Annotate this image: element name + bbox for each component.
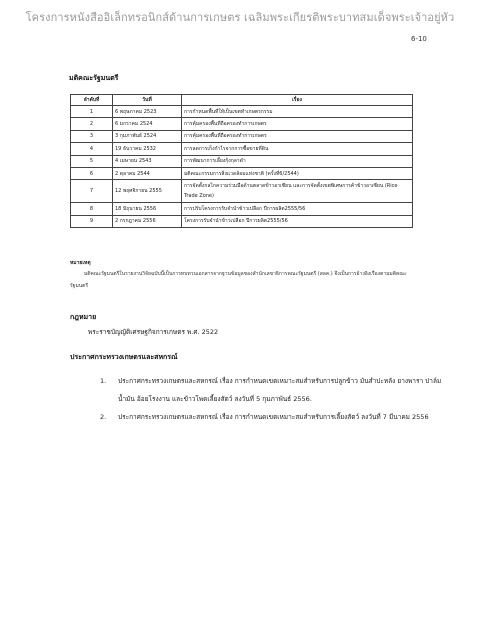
row-date: 6 พฤษภาคม 2523 — [113, 106, 182, 118]
row-date: 3 กุมภาพันธ์ 2524 — [113, 130, 182, 142]
row-date: 18 มิถุนายน 2556 — [113, 203, 182, 215]
row-number: 3 — [71, 130, 113, 142]
row-subject: การกำหนดพื้นที่ให้เป็นเขตทำเกษตรกรรม — [182, 106, 413, 118]
row-subject: มติคณะกรรมการสิ่งแวดล้อมแห่งชาติ (ครั้งที่6/2544) — [182, 167, 413, 179]
list-item-number: 2. — [100, 413, 107, 421]
list-item-text: ประกาศกระทรวงเกษตรและสหกรณ์ เรื่อง การกำหนดเขตเหมาะสมสำหรับการปลูกข้าว มันสำปะหลัง ยางพารา ปาล์มน้ำมัน อ้อยโรงงาน และข้าวโพดเลี้ยงสัตว์ ลงวันที่ 5 กุมภาพันธ์ 2556. — [118, 377, 442, 403]
table-row — [71, 118, 413, 130]
table-row — [71, 203, 413, 215]
document-header-title: โครงการหนังสืออิเล็กทรอนิกส์ด้านการเกษตร เฉลิมพระเกียรติพระบาทสมเด็จพระเจ้าอยู่หัว — [25, 11, 455, 24]
column-header-subject: เรื่อง — [182, 95, 413, 106]
row-subject: การพัฒนาการเลี้ยงกุ้งกุลาดำ — [182, 155, 413, 167]
row-number: 9 — [71, 215, 113, 227]
row-date: 12 พฤศจิกายน 2555 — [113, 180, 182, 203]
table-row — [71, 215, 413, 227]
list-item-number: 1. — [100, 377, 107, 385]
note-title: หมายเหตุ — [70, 260, 91, 266]
table-row — [71, 180, 413, 203]
law-heading: กฎหมาย — [70, 313, 97, 321]
announcements-heading: ประกาศกระทรวงเกษตรและสหกรณ์ — [70, 353, 178, 361]
row-subject: โครงการรับจำนำข้าวเปลือก ปีการผลิต2555/56 — [182, 215, 413, 227]
page-number: 6-10 — [411, 35, 427, 43]
table-row — [71, 167, 413, 179]
table-row — [71, 106, 413, 118]
resolutions-heading: มติคณะรัฐมนตรี — [69, 74, 119, 82]
row-date: 19 ธันวาคม 2532 — [113, 143, 182, 155]
row-number: 6 — [71, 167, 113, 179]
row-number: 1 — [71, 106, 113, 118]
row-subject: การคุ้มครองพื้นที่ถือครองทำการเกษตร — [182, 130, 413, 142]
row-date: 6 มกราคม 2524 — [113, 118, 182, 130]
row-subject: การจัดตั้งกลไกความร่วมมือด้านตลาดข้าวอาเซียน และการจัดตั้งเขตพิเศษการค้าข้าวอาเซียน (Rice Trade Zone) — [182, 180, 413, 203]
row-number: 4 — [71, 143, 113, 155]
resolutions-table — [70, 94, 413, 228]
row-subject: การปรับโครงการรับจำนำข้าวเปลือก ปีการผลิต2555/56 — [182, 203, 413, 215]
row-number: 5 — [71, 155, 113, 167]
row-date: 4 เมษายน 2543 — [113, 155, 182, 167]
column-header-date: วันที่ — [113, 95, 182, 106]
row-number: 8 — [71, 203, 113, 215]
row-subject: การคุ้มครองพื้นที่ถือครองทำการเกษตร — [182, 118, 413, 130]
row-number: 7 — [71, 180, 113, 203]
list-item-text: ประกาศกระทรวงเกษตรและสหกรณ์ เรื่อง การกำหนดเขตเหมาะสมสำหรับการเลี้ยงสัตว์ ลงวันที่ 7 มีนาคม 2556 — [118, 413, 429, 421]
row-subject: การลดการเก็งกำไรจากการซื้อขายที่ดิน — [182, 143, 413, 155]
list-item — [100, 372, 445, 408]
table-header-row — [71, 95, 413, 106]
table-row — [71, 130, 413, 142]
column-header-no: ลำดับที่ — [71, 95, 113, 106]
row-date: 2 ตุลาคม 2544 — [113, 167, 182, 179]
table-row — [71, 155, 413, 167]
announcements-list — [100, 372, 445, 426]
row-number: 2 — [71, 118, 113, 130]
law-item: พระราชบัญญัติเศรษฐกิจการเกษตร พ.ศ. 2522 — [88, 328, 219, 336]
list-item — [100, 408, 445, 426]
row-date: 2 กรกฎาคม 2556 — [113, 215, 182, 227]
note-text: มติคณะรัฐมนตรีในรายงานวิจัยฉบับนี้เป็นการทบทวนเอกสารจากฐานข้อมูลของสำนักเลขาธิการคณะรัฐมนตรี (สลค.) จึงเป็นการอ้างอิงเรื่องตามมติคณะรัฐมนตรี — [70, 271, 407, 289]
table-row — [71, 143, 413, 155]
